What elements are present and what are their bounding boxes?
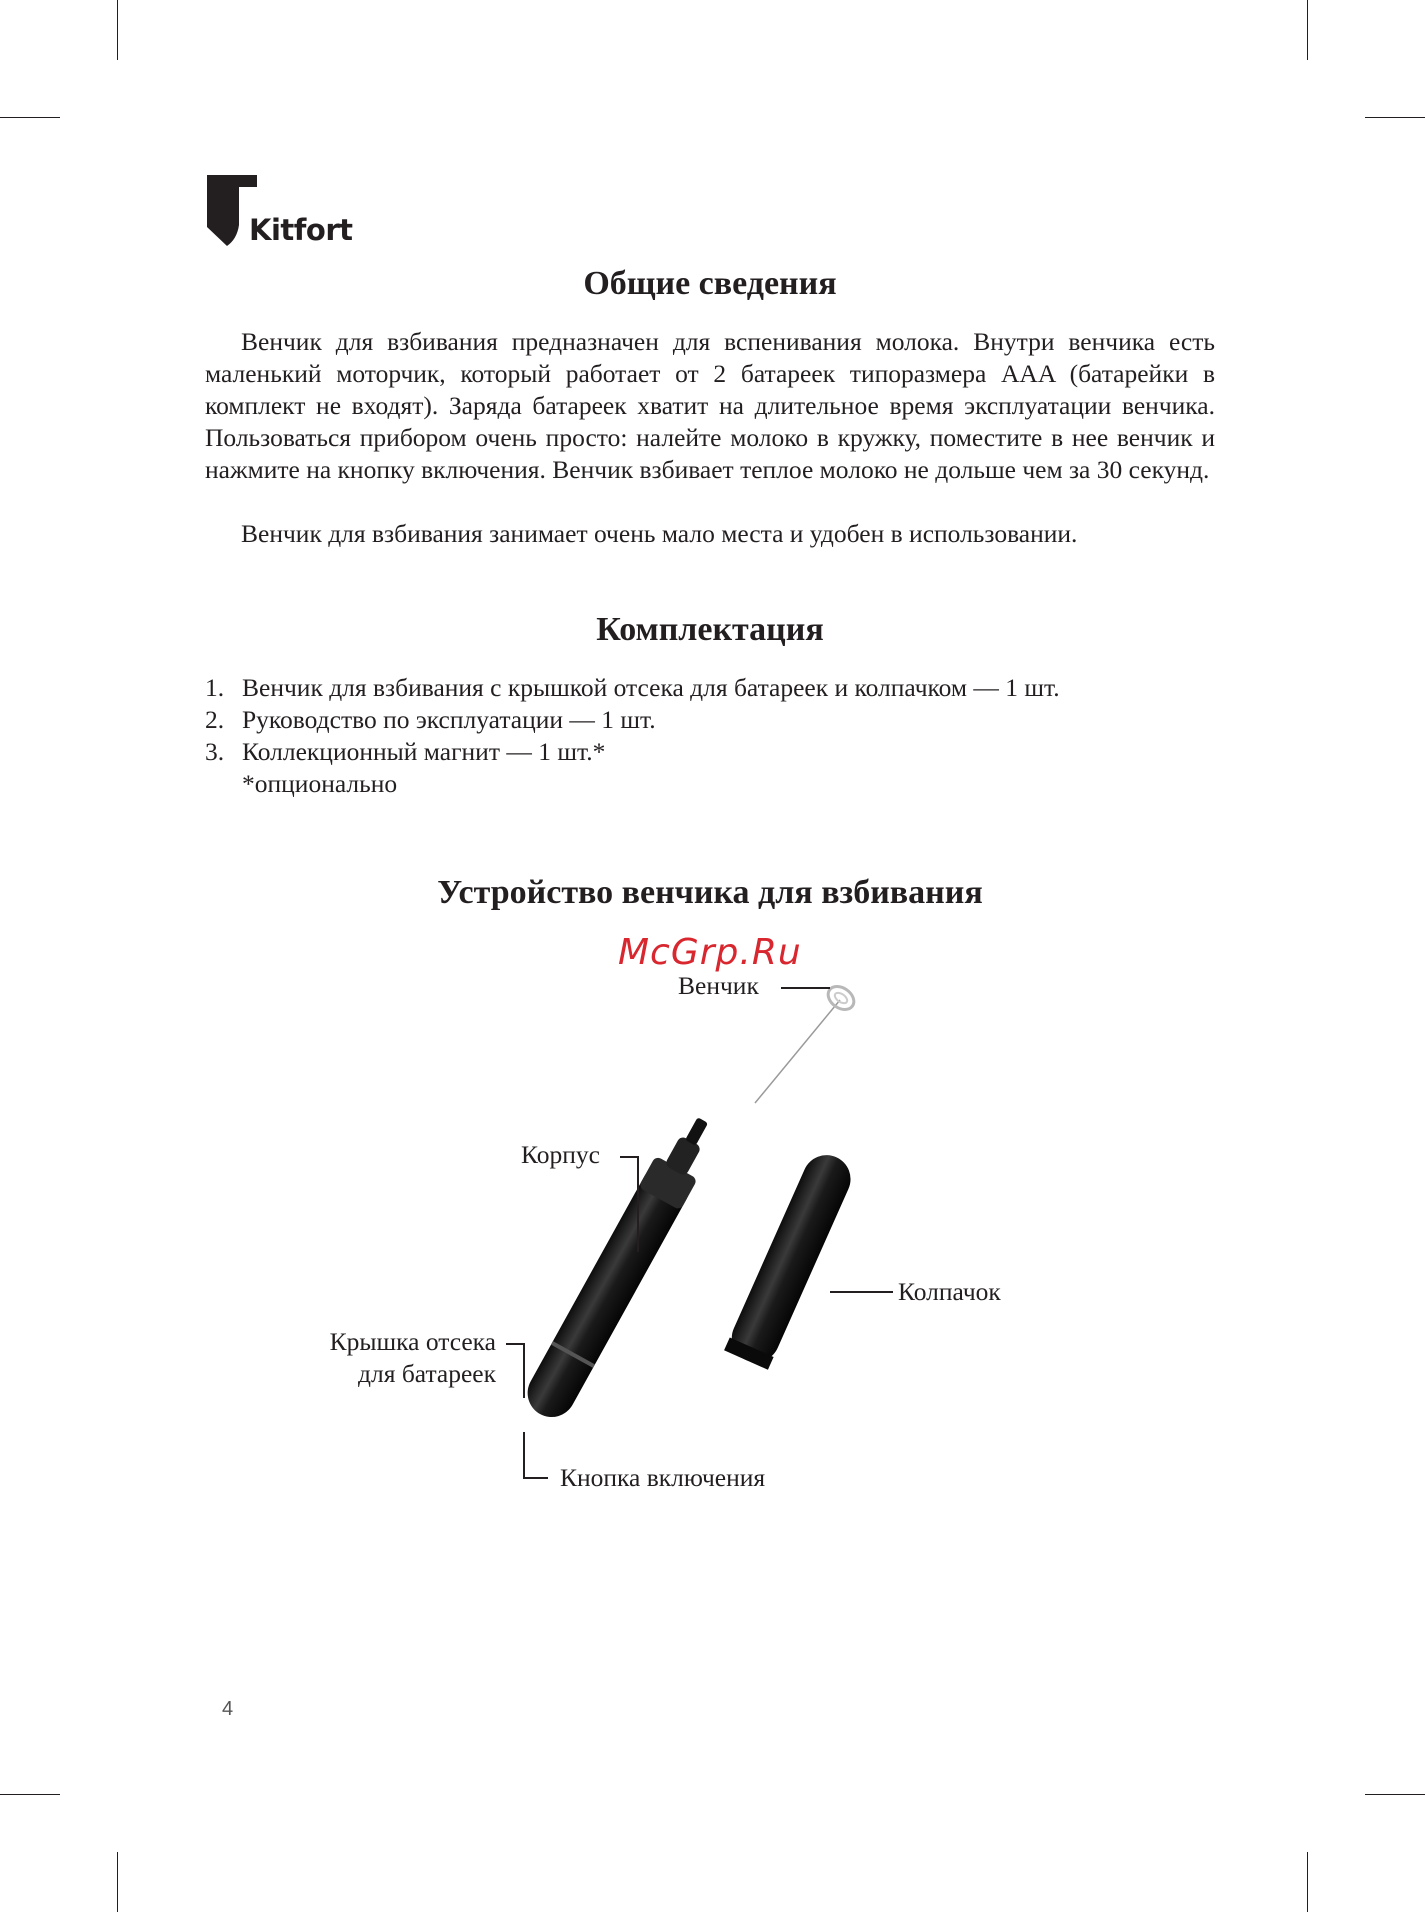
label-battery-cover-line1: Крышка отсека	[329, 1327, 496, 1356]
label-whisk: Венчик	[678, 971, 759, 1000]
watermark: McGrp.Ru	[618, 932, 802, 973]
label-body: Корпус	[521, 1140, 600, 1169]
kitfort-logo-text: Kitfort	[249, 213, 353, 247]
package-title: Комплектация	[596, 611, 824, 648]
label-power-button: Кнопка включения	[560, 1463, 766, 1492]
label-battery-cover	[296, 1326, 496, 1390]
list-item: 3. Коллекционный магнит — 1 шт.*	[205, 737, 606, 766]
page-number: 4	[222, 1698, 234, 1720]
general-info-paragraph: Венчик для взбивания занимает очень мало места и удобен в использовании.	[241, 519, 1078, 548]
whisk-wire	[755, 1000, 840, 1103]
whisk-head-icon	[824, 982, 858, 1014]
general-info-paragraph: Венчик для взбивания предназначен для вспенивания молока. Внутри венчика есть маленький моторчик, который работает от 2 батареек типоразмера AAA (батарейки в комплект не входят). Заряда батареек хватит на длительное время эксплуатации венчика. Пользоваться прибором очень просто: налейте молоко в кружку, поместите в нее венчик и нажмите на кнопку включения. Венчик взбивает теплое молоко не дольше чем за 30 секунд.	[205, 327, 1215, 484]
cap	[724, 1147, 858, 1369]
label-cap: Колпачок	[898, 1277, 1001, 1306]
optional-note: *опционально	[242, 769, 398, 798]
general-info-title: Общие сведения	[583, 265, 837, 302]
list-item: 1. Венчик для взбивания с крышкой отсека для батареек и колпачком — 1 шт.	[205, 673, 1060, 702]
list-item: 2. Руководство по эксплуатации — 1 шт.	[205, 705, 656, 734]
label-battery-cover-line2: для батареек	[358, 1359, 496, 1388]
device-title: Устройство венчика для взбивания	[437, 874, 983, 911]
